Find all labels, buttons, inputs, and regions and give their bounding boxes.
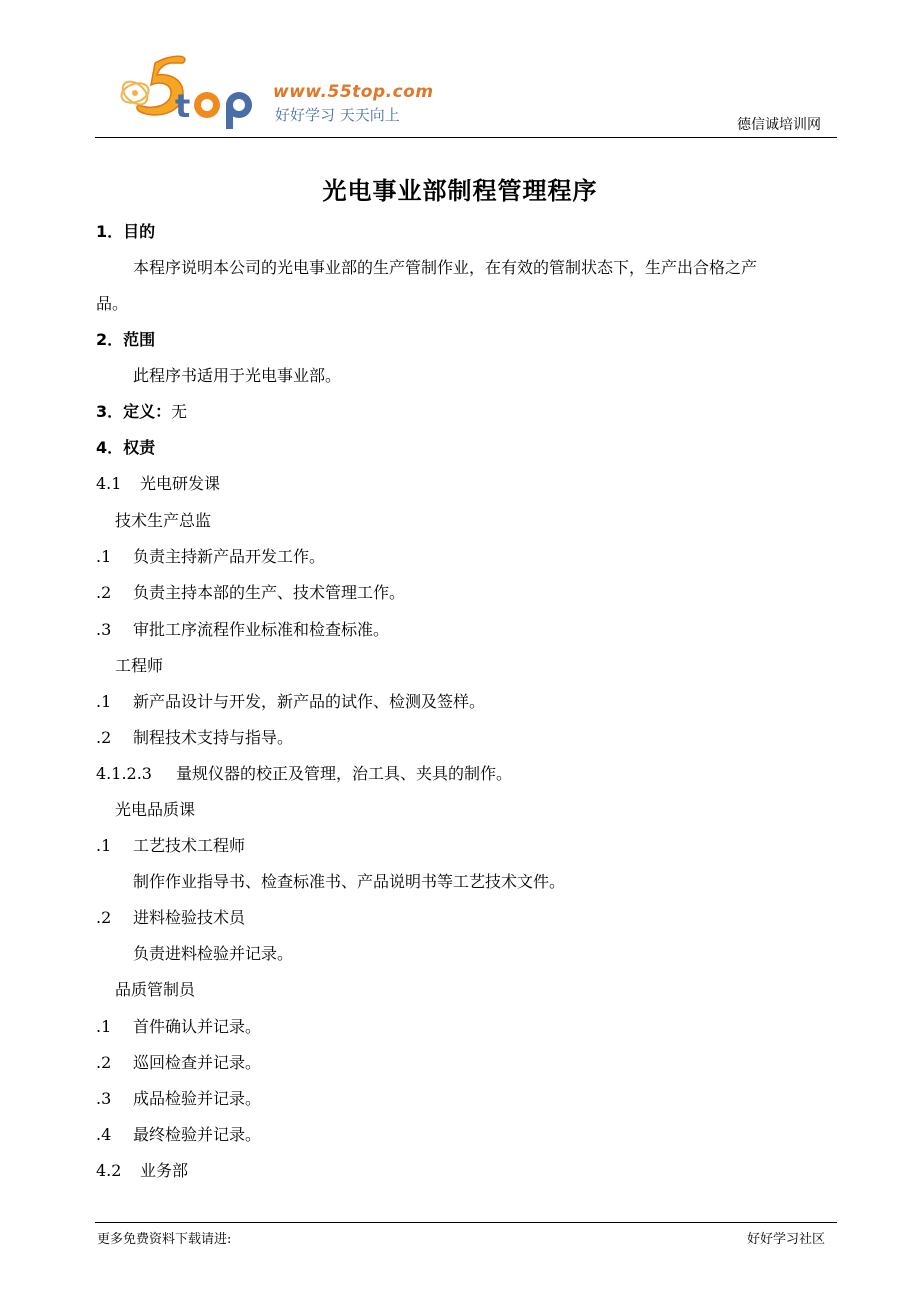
section-title: 目的 [123,222,156,241]
list-item [96,761,512,784]
item-number: .3 [96,620,112,639]
subsection-title: 光电研发课 [140,474,221,493]
item-number: .2 [96,1053,112,1072]
item-number: .2 [96,908,112,927]
item-number: .2 [96,583,112,602]
section-3-heading [96,399,187,422]
footer-download-text[interactable]: 更多免费资料下载请进: [97,1232,232,1247]
item-number: .1 [96,1017,112,1036]
item-description: 制作作业指导书、检查标准书、产品说明书等工艺技术文件。 [133,872,566,891]
document-title: 光电事业部制程管理程序 [322,177,598,205]
item-number: .1 [96,836,112,855]
item-number: .3 [96,1089,112,1108]
item-number: .1 [96,547,112,566]
item-text: 制程技术支持与指导。 [133,728,294,747]
list-item [96,689,485,712]
list-item [96,617,389,640]
item-text: 最终检验并记录。 [133,1125,262,1144]
logo-5top-graphic [113,53,273,131]
svg-text:t: t [175,87,191,125]
page-header [95,45,837,138]
list-item [96,580,405,603]
section-4-heading [96,435,155,458]
item-text: 首件确认并记录。 [133,1017,262,1036]
list-item [96,544,325,567]
item-text: 巡回检查并记录。 [133,1053,262,1072]
site-name: 德信诚培训网 [737,117,821,133]
list-item [96,1122,261,1145]
item-number: .2 [96,728,112,747]
item-text: 成品检验并记录。 [133,1089,262,1108]
section-title: 定义： [123,402,172,421]
subsection-number: 4.1 [96,474,122,493]
section-title: 范围 [123,330,156,349]
item-number: .4 [96,1125,112,1144]
item-number: .1 [96,692,112,711]
role-engineer: 工程师 [115,656,164,675]
list-item [96,833,245,856]
logo-slogan: 好好学习 天天向上 [275,106,400,124]
section-1-body-line-1: 本程序说明本公司的光电事业部的生产管制作业，在有效的管制状态下，生产出合格之产 [133,258,758,277]
item-text: 新产品设计与开发，新产品的试作、检测及签样。 [133,692,486,711]
item-description: 负责进料检验并记录。 [133,944,294,963]
section-2-heading [96,327,155,350]
list-item [96,1014,261,1037]
list-item [96,1050,261,1073]
subsection-4-2 [96,1158,188,1181]
footer-community[interactable]: 好好学习社区 [746,1232,825,1247]
list-item [96,725,293,748]
section-number: 1． [96,222,124,241]
logo-url[interactable]: www.55top.com [273,82,434,102]
item-text: 负责主持本部的生产、技术管理工作。 [133,583,406,602]
section-number: 3． [96,402,124,421]
item-number: 4.1.2.3 [96,764,152,783]
section-title: 权责 [123,438,156,457]
site-logo[interactable] [113,53,434,131]
role-quality-controller: 品质管制员 [115,980,196,999]
item-text: 负责主持新产品开发工作。 [133,547,326,566]
section-3-body: 无 [171,402,188,421]
section-1-heading [96,219,155,242]
item-text: 审批工序流程作业标准和检查标准。 [133,620,390,639]
dept-quality: 光电品质课 [115,800,196,819]
subsection-title: 业务部 [140,1161,189,1180]
page-footer [95,1222,837,1253]
list-item [96,1086,261,1109]
role-director: 技术生产总监 [115,511,212,530]
item-text: 量规仪器的校正及管理，治工具、夹具的制作。 [176,764,513,783]
subsection-4-1 [96,471,220,494]
list-item [96,905,245,928]
item-text: 进料检验技术员 [133,908,246,927]
section-2-body: 此程序书适用于光电事业部。 [133,366,342,385]
section-1-body-line-2: 品。 [96,294,129,313]
section-number: 4． [96,438,124,457]
section-number: 2． [96,330,124,349]
item-text: 工艺技术工程师 [133,836,246,855]
subsection-number: 4.2 [96,1161,122,1180]
